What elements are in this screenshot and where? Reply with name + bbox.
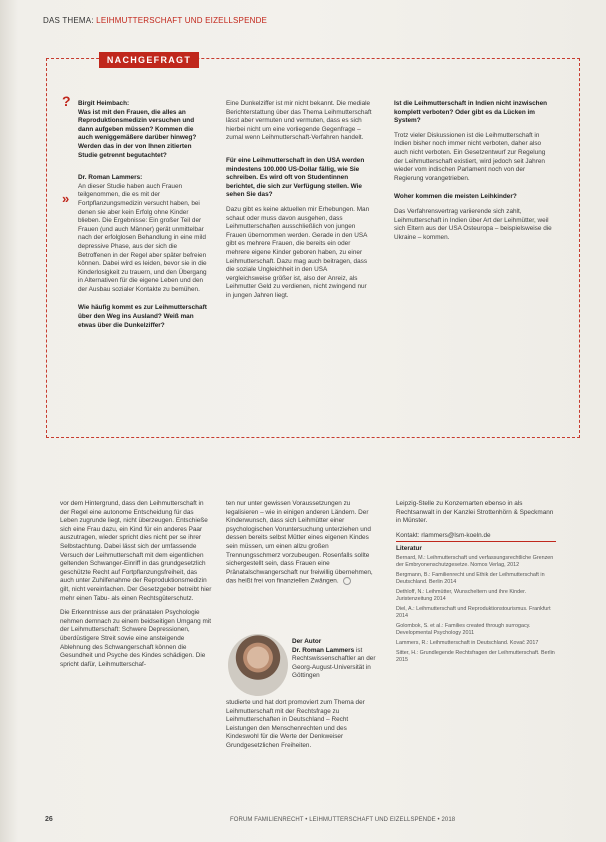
article-paragraph-3 <box>226 500 378 587</box>
literature-item: Lammers, R.: Leihmutterschaft in Deutschland. Kovač 2017 <box>396 640 539 646</box>
interview-column-2 <box>226 100 372 306</box>
literature-item: Golombok, S. et al.: Families created through surrogacy. Developmental Psychology 2011 <box>396 623 531 636</box>
author-contact: Kontakt: rlammers@lsm-koeln.de <box>396 531 491 539</box>
interview-column-1 <box>78 100 210 336</box>
article-column-3 <box>396 500 556 546</box>
answer-2: Eine Dunkelziffer ist mir nicht bekannt. Die mediale Berichterstattung über das Thema Leihmutterschaft lässt aber vermuten und vermuten, dass es sich hierbei nicht um eine vorliegende Gegenfrage – zumal wenn Leihmutterschaft-Verfahren handelt. <box>226 100 372 142</box>
answer-1-text: An dieser Studie haben auch Frauen teilgenommen, die es mit der Fortpflanzungsmedizin versucht haben, bei denen sie aber kein Erfolg ohne Kinder blieben. Die Ergebnisse: Ein großer Teil der Frauen (und auch Männer) gerät unmittelbar nach der erfolglosen Behandlung in eine mild depressive Phase, aus der sich die Betroffenen in der Regel aber später befreien können. Dabei wird es leiden, bevor sie in die Kinderlosigkeit zu trauern, und den Übergang in Alternativen für die eigene Leben und den der Ausbau sozialer Kontakte zu bemühen. <box>78 182 207 293</box>
interviewer-name: Birgit Heimbach: <box>78 100 130 107</box>
question-mark-icon: ? <box>62 93 71 109</box>
page-number: 26 <box>45 816 53 823</box>
article-paragraph-1: vor dem Hintergrund, dass den Leihmutterschaft in der Regel eine autonome Entscheidung für das Leben zugrunde liegt, nicht überzeugen. Entschieße sich eine Frau dazu, ein Kind für ein anderes Paar auszutragen, wieder spricht dies nicht per se ihrer Selbstachtung. Dabei lässt sich der umfassende Versuch der Leihmutterschaft mit dem eigentlichen geltenden Schwanger-Einriff in das grundgesetzlich geschützte Recht auf Fortpflanzungsfreiheit, das auch unter Zuhilfenahme der Reproduktionsmedizin gilt, nicht vereinfachen. Der Gesetzgeber betreibt hier mehr einen Tabu- als einen Rechtsgüterschutz. <box>60 500 212 602</box>
section-title-prefix: DAS THEMA: <box>43 16 94 25</box>
author-bio-long: studierte und hat dort promoviert zum Thema der Leihmutterschaft mit der Rechtsfrage zu Leihmutterschaften in Deutschland – Recht Leistungen den Menschenrechten und des Kindeswohl für die Werte der Denkweiser Grundgesetzlichen Freiheiten. <box>226 699 365 749</box>
interviewee-name: Dr. Roman Lammers: <box>78 174 143 182</box>
article-paragraph-3-text: ten nur unter gewissen Voraussetzungen zu legalisieren – wie in einigen anderen Ländern. Der Kinderwunsch, dass sich Leihmütter einer psychologischen Voruntersuchung unterziehen und dessen bereits selbst Mütter eines eigenen Kindes sein müssen, um einen allzu großen Trennungsschmerz vorzubeugen. Rosenfalls sollte sichergestellt sein, dass Frauen eine Pränatalschwangerschaft nur freiwillig übernehmen, das heißt frei von finanziellen Zwängen. <box>226 500 373 586</box>
section-title <box>43 16 267 25</box>
answer-3: Dazu gibt es keine aktuellen mir Erhebungen. Man schaut oder muss davon ausgehen, dass Leihmutterschaften ausschließlich von jungen Frauen übernommen werden. Gerade in den USA gibt es mehrere Frauen, die bereits ein oder mehrere eigene Kinder geboren haben, zu einer Leihmutterschaft. Dazu mag auch beitragen, dass die soziale Ungleichheit in den USA vergleichsweise größer ist, also der Anreiz, als Leihmutter Geld zu verdienen, nicht zwingend nur in jungen Jahren liegt. <box>226 205 370 299</box>
author-photo <box>228 634 288 696</box>
literature-item: Dethloff, N.: Leihmütter, Wunscheltern und ihre Kinder. Juristenzeitung 2014 <box>396 589 527 602</box>
author-name: Dr. Roman Lammers <box>292 646 355 654</box>
question-1 <box>78 100 210 160</box>
literature-box <box>396 545 561 667</box>
author-name-line <box>292 647 378 681</box>
end-mark-icon <box>343 577 351 585</box>
answer-marker-icon: » <box>62 191 70 206</box>
literature-divider <box>396 541 556 542</box>
author-heading: Der Autor <box>292 638 322 645</box>
article-paragraph-2: Die Erkenntnisse aus der pränatalen Psychologie nehmen demnach zu einem beidseitigen Umgang mit der Leihmutterschaft: Schwere Depressionen, überdüstigere Streit sowie eine ansteigende Ablehnung des Schwangerschaft können die Gesundheit und Psyche des Kindes schädigen. Die spricht dafür, Leihmutterschaf- <box>60 609 211 668</box>
interview-column-3 <box>394 100 554 248</box>
answer-5: Das Verfahrensvertrag variierende sich zahlt, Leihmutterschaft in Indien über Art der Leihmütter, weil sich Eltern aus der USA Osteuropa – beispielsweise die Ukraine – kommen. <box>394 207 552 241</box>
author-box <box>292 638 378 681</box>
question-2: Wie häufig kommt es zur Leihmutterschaft über den Weg ins Ausland? Weiß man etwas über die Dunkelziffer? <box>78 304 207 329</box>
article-column-2 <box>226 500 378 593</box>
literature-item: Bernard, M.: Leihmutterschaft und verfassungsrechtliche Grenzen der Embryonenschutzgesetze. Nomos Verlag, 2012 <box>396 555 554 568</box>
question-1-text: Was ist mit den Frauen, die alles an Reproduktionsmedizin versuchen und dann aufgeben müssen? Kommen die auch weniggemäßere darüber hinweg? Werden das in der von Ihnen zitierten Studie getrennt begutachtet? <box>78 108 197 159</box>
question-4: Ist die Leihmutterschaft in Indien nicht inzwischen komplett verboten? Oder gibt es da Lücken im System? <box>394 100 548 125</box>
question-5: Woher kommen die meisten Leihkinder? <box>394 193 517 201</box>
literature-item: Diel, A.: Leihmutterschaft und Reproduktionstourismus. Frankfurt 2014 <box>396 606 551 619</box>
literature-heading: Literatur <box>396 545 422 552</box>
question-3: Für eine Leihmutterschaft in den USA werden mindestens 100.000 US-Dollar fällig, wie Sie schreiben. Es wird oft von Studentinnen berichtet, die sich zur Verfügung stellen. Wie sehen Sie das? <box>226 156 365 199</box>
publication-footer: FORUM FAMILIENRECHT • LEIHMUTTERSCHAFT UND EIZELLSPENDE • 2018 <box>230 817 456 823</box>
answer-1 <box>78 174 210 294</box>
answer-4: Trotz vieler Diskussionen ist die Leihmutterschaft in Indien bisher noch immer nicht verboten, daher also auch nicht verboten. Ein Gesetzentwurf zur Regelung der Leihmutterschaft existiert, wird jedoch seit Jahren wieder vom indischen Parlament noch von der Regierung vorangetrieben. <box>394 131 546 182</box>
author-bio <box>226 699 378 757</box>
literature-item: Sitter, H.: Grundlegende Rechtsfragen der Leihmutterschaft. Berlin 2015 <box>396 650 555 663</box>
author-affiliation-text: Leipzig-Stelle zu Konzernarten ebenso in als Rechtsanwalt in der Kanzlei Strottenhörn & Speckmann in Münster. <box>396 500 554 525</box>
author-bio-short: ist Rechtswissenschaftler an der Georg-August-Universität in Göttingen <box>292 646 376 680</box>
section-title-rest: LEIHMUTTERSCHAFT UND EIZELLSPENDE <box>93 16 268 25</box>
article-column-1 <box>60 500 212 675</box>
nachgefragt-badge: NACHGEFRAGT <box>99 52 199 68</box>
literature-item: Bergmann, B.: Familienrecht und Ethik der Leihmutterschaft in Deutschland. Berlin 2014 <box>396 572 545 585</box>
